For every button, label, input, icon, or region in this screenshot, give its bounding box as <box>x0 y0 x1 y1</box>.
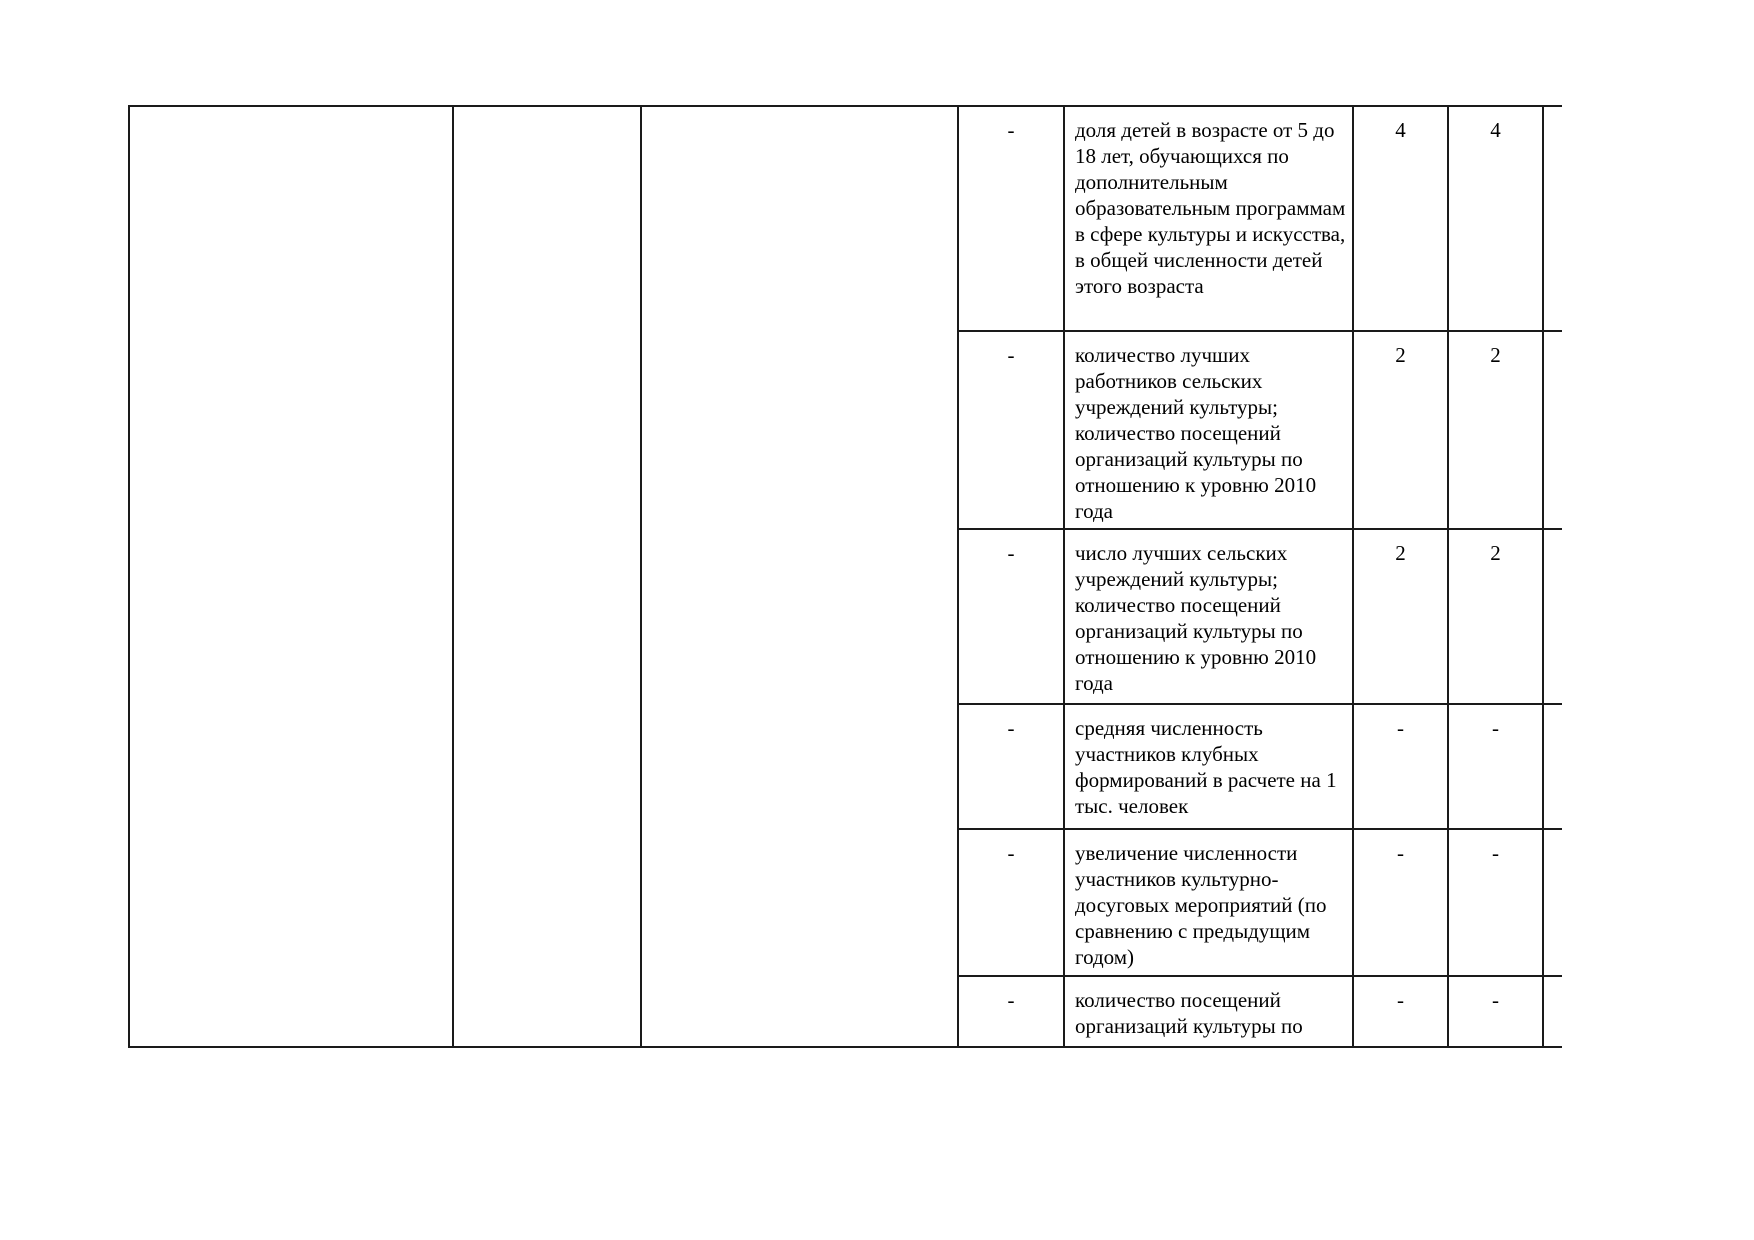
indicator-cell: число лучших сельских учреждений культуры; количество посещений организаций культуры по отношению к уровню 2010 года <box>1065 530 1354 703</box>
value-cell-2: - <box>1449 705 1544 828</box>
value-cell-2: 2 <box>1449 530 1544 703</box>
value-cell-1: 2 <box>1354 530 1449 703</box>
indicator-cell: доля детей в возрасте от 5 до 18 лет, обучающихся по дополнительным образовательным программам в сфере культуры и искусства, в общей численности детей этого возраста <box>1065 107 1354 330</box>
bullet-cell: - <box>959 977 1065 1046</box>
value-cell-2: 2 <box>1449 332 1544 528</box>
merged-empty-cell-1 <box>130 107 454 1046</box>
document-table <box>128 105 1562 1048</box>
bullet-cell: - <box>959 830 1065 975</box>
clipped-cell <box>1544 705 1562 828</box>
value-cell-1: 4 <box>1354 107 1449 330</box>
value-cell-1: - <box>1354 977 1449 1046</box>
table-row <box>959 330 1562 528</box>
table-row <box>959 703 1562 828</box>
table-row <box>959 107 1562 330</box>
merged-empty-cell-2 <box>454 107 642 1046</box>
bullet-cell: - <box>959 705 1065 828</box>
table-row <box>959 828 1562 975</box>
value-cell-1: - <box>1354 705 1449 828</box>
table-row <box>959 528 1562 703</box>
bullet-cell: - <box>959 530 1065 703</box>
indicator-cell: средняя численность участников клубных формирований в расчете на 1 тыс. человек <box>1065 705 1354 828</box>
clipped-cell <box>1544 530 1562 703</box>
clipped-cell <box>1544 332 1562 528</box>
indicator-cell: увеличение численности участников культурно-досуговых мероприятий (по сравнению с предыдущим годом) <box>1065 830 1354 975</box>
table-row <box>959 975 1562 1046</box>
clipped-cell <box>1544 977 1562 1046</box>
indicator-cell: количество лучших работников сельских учреждений культуры; количество посещений организаций культуры по отношению к уровню 2010 года <box>1065 332 1354 528</box>
merged-empty-cell-3 <box>642 107 959 1046</box>
clipped-cell <box>1544 107 1562 330</box>
indicator-cell: количество посещений организаций культуры по <box>1065 977 1354 1046</box>
bullet-cell: - <box>959 332 1065 528</box>
table-rows-area <box>959 107 1562 1046</box>
value-cell-1: 2 <box>1354 332 1449 528</box>
clipped-cell <box>1544 830 1562 975</box>
value-cell-2: - <box>1449 977 1544 1046</box>
bullet-cell: - <box>959 107 1065 330</box>
value-cell-2: 4 <box>1449 107 1544 330</box>
value-cell-2: - <box>1449 830 1544 975</box>
value-cell-1: - <box>1354 830 1449 975</box>
